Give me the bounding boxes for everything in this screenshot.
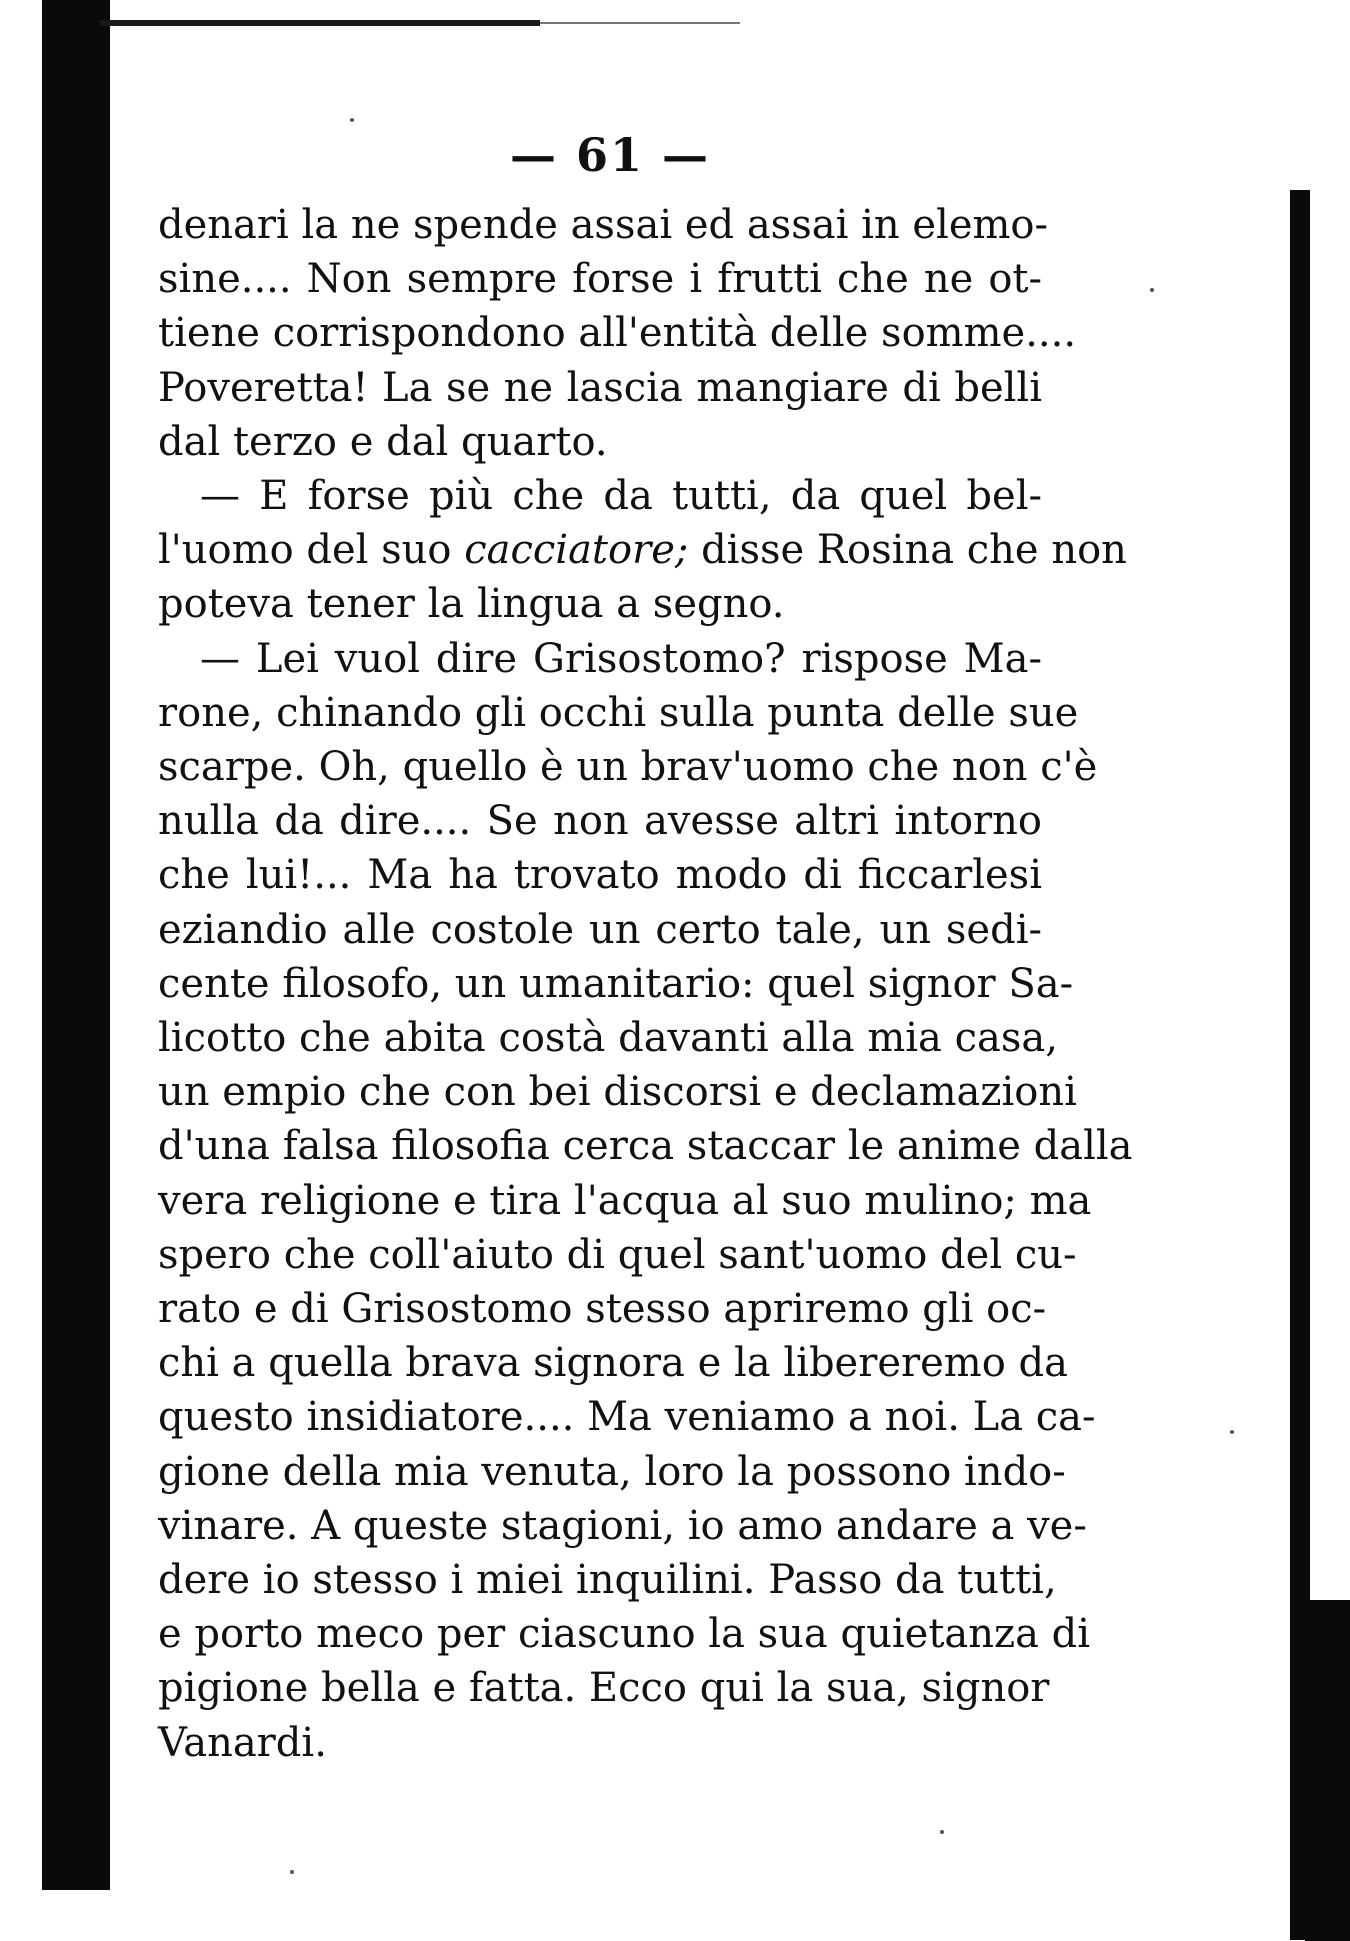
text-line: pigione bella e fatta. Ecco qui la sua, signor [158, 1665, 1050, 1712]
scan-border-top-faint [540, 22, 740, 24]
scan-speck [350, 118, 354, 122]
text-line: chi a quella brava signora e la libereremo da [158, 1340, 1068, 1387]
text-line: un empio che con bei discorsi e declamazioni [158, 1069, 1077, 1116]
text-line: sine.... Non sempre forse i frutti che ne ot- [158, 256, 1042, 303]
page-number: — 61 — [509, 128, 711, 182]
text-line: rato e di Grisostomo stesso apriremo gli oc- [158, 1286, 1047, 1333]
italic-word: cacciatore; [464, 527, 689, 574]
text-segment: disse Rosina che non [701, 527, 1127, 574]
text-line: che lui!... Ma ha trovato modo di ficcarlesi [158, 852, 1042, 899]
text-line: cente filosofo, un umanitario: quel signor Sa- [158, 960, 1074, 1007]
text-line: nulla da dire.... Se non avesse altri intorno [158, 798, 1042, 845]
text-line: vera religione e tira l'acqua al suo mulino; ma [158, 1177, 1092, 1224]
text-line: licotto che abita costà davanti alla mia casa, [158, 1015, 1058, 1062]
text-line: dere io stesso i miei inquilini. Passo da tutti, [158, 1557, 1057, 1604]
text-line: dal terzo e dal quarto. [158, 418, 608, 465]
scan-border-right-edge [1305, 1600, 1350, 1941]
text-line: e porto meco per ciascuno la sua quietanza di [158, 1611, 1091, 1658]
text-line: — Lei vuol dire Grisostomo? rispose Ma- [200, 635, 1042, 682]
body-text [158, 198, 1133, 1770]
text-line: scarpe. Oh, quello è un brav'uomo che non c'è [158, 744, 1098, 791]
text-line: denari la ne spende assai ed assai in elemo- [158, 202, 1049, 248]
text-line: d'una falsa filosofia cerca staccar le anime dalla [158, 1123, 1133, 1170]
scan-speck [940, 1830, 944, 1834]
scan-speck [290, 1870, 294, 1874]
scan-border-top [100, 20, 540, 26]
text-line: rone, chinando gli occhi sulla punta delle sue [158, 689, 1079, 736]
scan-border-left [42, 0, 110, 1890]
text-segment: l'uomo del suo [158, 527, 452, 574]
text-line: tiene corrispondono all'entità delle somme.... [158, 310, 1077, 357]
text-line: spero che coll'aiuto di quel sant'uomo del cu- [158, 1231, 1077, 1278]
text-line [158, 523, 1127, 577]
text-line: vinare. A queste stagioni, io amo andare a ve- [158, 1502, 1087, 1549]
text-line: gione della mia venuta, loro la possono indo- [158, 1448, 1066, 1495]
text-line: questo insidiatore.... Ma veniamo a noi. La ca- [158, 1394, 1096, 1441]
scan-speck [1230, 1430, 1234, 1434]
text-line: — E forse più che da tutti, da quel bel- [200, 473, 1042, 520]
text-line: eziandio alle costole un certo tale, un sedi- [158, 906, 1042, 953]
text-line: poteva tener la lingua a segno. [158, 581, 785, 628]
scan-speck [1150, 288, 1154, 292]
text-line: Poveretta! La se ne lascia mangiare di belli [158, 364, 1042, 411]
text-line: Vanardi. [158, 1719, 327, 1766]
